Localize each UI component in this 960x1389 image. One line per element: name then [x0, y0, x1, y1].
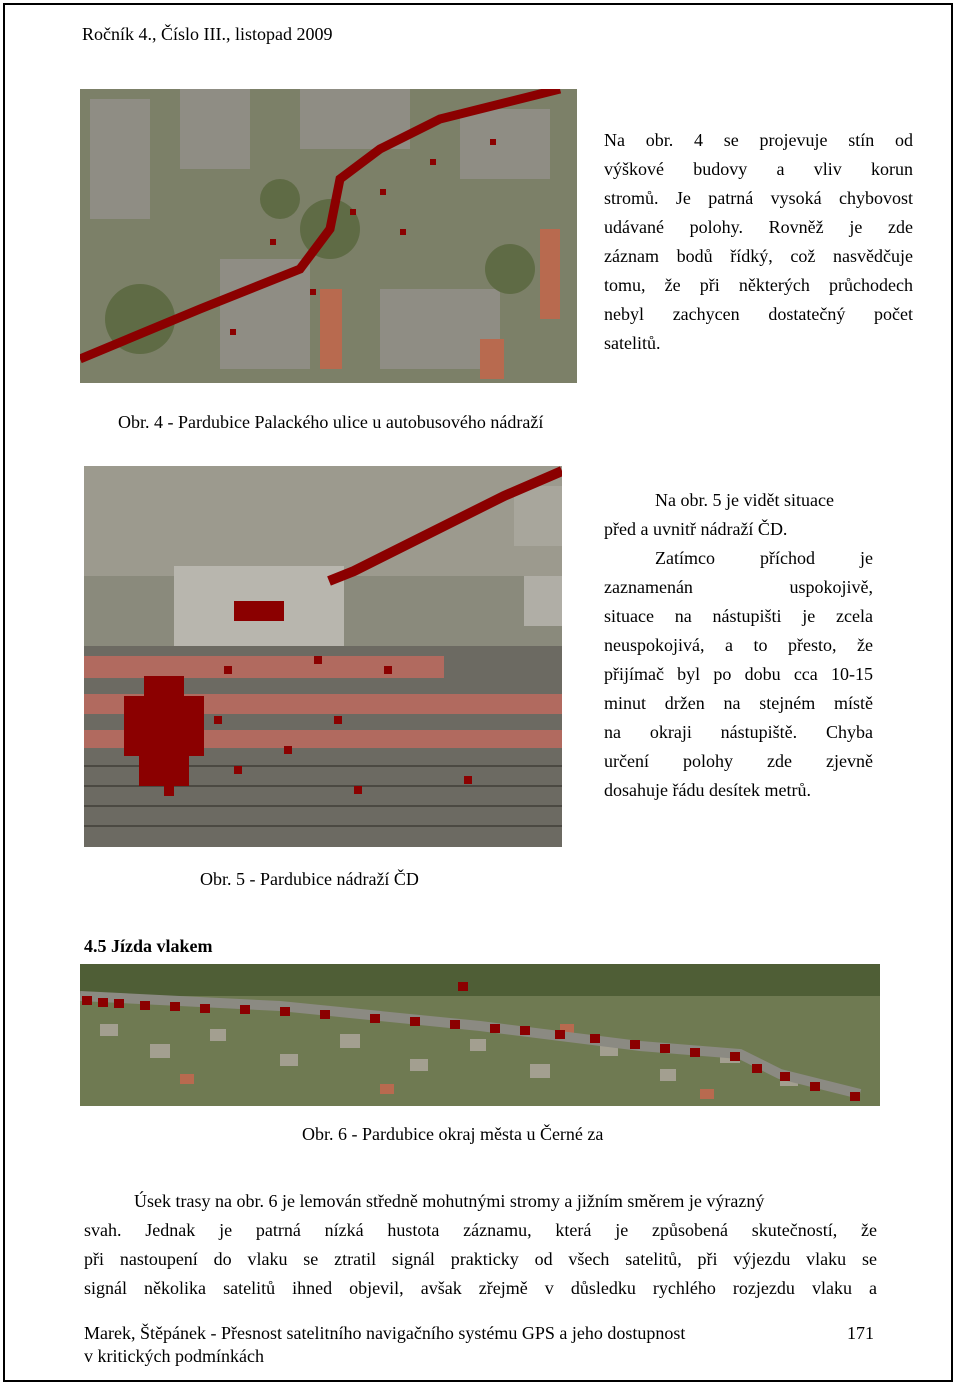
fig5-text-line: Zatímco příchod je: [655, 548, 873, 568]
section-heading: 4.5 Jízda vlakem: [84, 936, 213, 956]
fig5-text-line: určení polohy zde zjevně: [604, 751, 873, 771]
figure-5-caption: Obr. 5 - Pardubice nádraží ČD: [200, 869, 419, 889]
figure-6-svg: [80, 964, 880, 1106]
fig4-text-line: udávané polohy. Rovněž je zde: [604, 217, 913, 237]
fig5-text-line: zaznamenán uspokojivě,: [604, 577, 873, 597]
fig4-text-line: výškové budovy a vliv korun: [604, 159, 913, 179]
fig4-text-line: záznam bodů řídký, což nasvědčuje: [604, 246, 913, 266]
paragraph-line: svah. Jednak je patrná nízká hustota záznamu, která je způsobená skutečností, že: [84, 1220, 877, 1240]
fig4-text-line: Na obr. 4 se projevuje stín od: [604, 130, 913, 150]
figure-6-caption: Obr. 6 - Pardubice okraj města u Černé za: [302, 1124, 604, 1144]
fig5-text-line: situace na nástupišti je zcela: [604, 606, 873, 626]
fig5-text-line: Na obr. 5 je vidět situace: [655, 490, 834, 510]
footer-citation-line-1: Marek, Štěpánek - Přesnost satelitního navigačního systému GPS a jeho dostupnost: [84, 1323, 686, 1343]
fig4-text-line: stromů. Je patrná vysoká chybovost: [604, 188, 913, 208]
fig5-text-line: na okraji nástupiště. Chyba: [604, 722, 873, 742]
figure-4-svg: [80, 89, 577, 383]
fig5-text-line: minut držen na stejném místě: [604, 693, 873, 713]
fig4-text-line: tomu, že při některých průchodech: [604, 275, 913, 295]
paragraph-line: Úsek trasy na obr. 6 je lemován středně mohutnými stromy a jižním směrem je výrazný: [134, 1191, 765, 1211]
fig5-text-line: neuspokojivá, a to přesto, že: [604, 635, 873, 655]
fig4-text-line: satelitů.: [604, 333, 661, 353]
footer-citation-line-2: v kritických podmínkách: [84, 1346, 264, 1366]
figure-4-caption: Obr. 4 - Pardubice Palackého ulice u autobusového nádraží: [118, 412, 544, 432]
fig5-text-line: před a uvnitř nádraží ČD.: [604, 519, 788, 539]
fig4-text-line: nebyl zachycen dostatečný počet: [604, 304, 913, 324]
figure-4-aerial-image: [80, 89, 577, 383]
running-header: Ročník 4., Číslo III., listopad 2009: [82, 24, 333, 44]
fig5-text-line: přijímač byl po dobu cca 10-15: [604, 664, 873, 684]
figure-6-aerial-image: [80, 964, 880, 1106]
fig5-text-line: dosahuje řádu desítek metrů.: [604, 780, 811, 800]
page-number: 171: [847, 1323, 874, 1343]
paragraph-line: signál několika satelitů ihned objevil, avšak zřejmě v důsledku rychlého rozjezdu vlaku a: [84, 1278, 877, 1298]
figure-5-aerial-image: [84, 466, 562, 847]
figure-5-svg: [84, 466, 562, 847]
paragraph-line: při nastoupení do vlaku se ztratil signál prakticky od všech satelitů, při výjezdu vlaku se: [84, 1249, 877, 1269]
